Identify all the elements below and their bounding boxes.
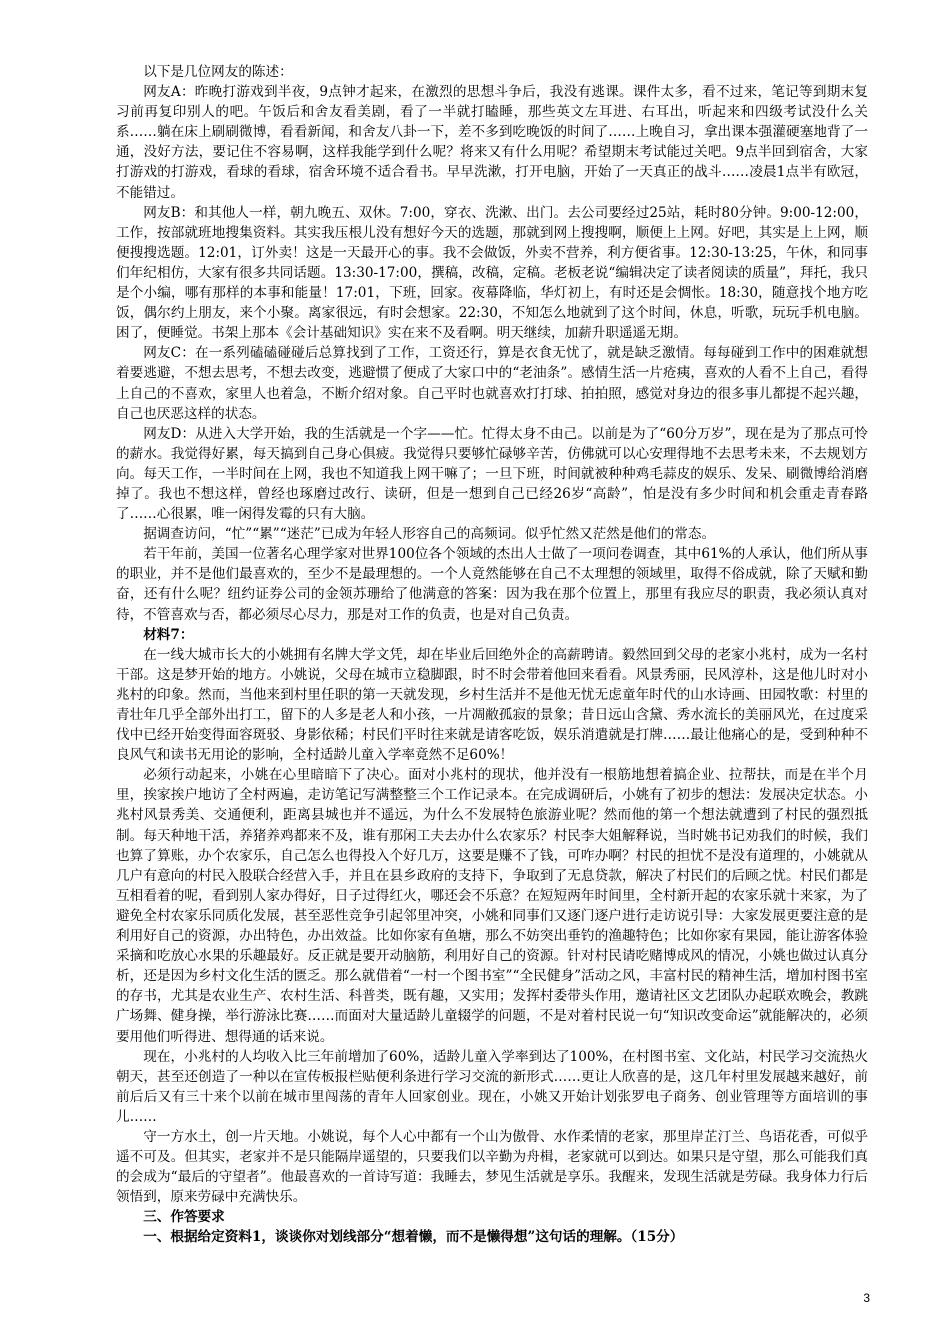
psychologist-paragraph: 若干年前，美国一位著名心理学家对世界100位各个领域的杰出人士做了一项问卷调查，其中61%的人承认，他们所从事的职业，并不是他们最喜欢的，至少不是最理想的。一个人竟然能够在自己不太理想的领域里，取得不俗成就，除了天赋和勤奋，还有什么呢？纽约证券公司的金领苏珊给了他满意的答案：因为我在那个位置上，那里有我应尽的职责，我必须认真对待，不管喜欢与否，都必须尽心尽力，那是对工作的负责，也是对自己负责。: [116, 546, 868, 623]
material-7-paragraph-3: 现在，小兆村的人均收入比三年前增加了60%，适龄儿童入学率到达了100%，在村图书室、文化站，村民学习交流热火朝天，甚至还创造了一种以在宣传板报栏贴便利条进行学习交流的新形式……更让人欣喜的是，这几年村里发展越来越好，前前后后又有三十来个以前在城市里闯荡的青年人回家创业。现在，小姚又开始计划张罗电子商务、创业管理等方面培训的事儿……: [116, 1048, 868, 1125]
netizen-b-paragraph: 网友B：和其他人一样，朝九晚五、双休。7:00，穿衣、洗漱、出门。去公司要经过25站，耗时80分钟。9:00-12:00，工作，按部就班地搜集资料。其实我压根儿没有想好今天的选题，那就到网上搜搜啊，顺便上上网。好吧，其实是上上网，顺便搜搜选题。12:01，订外卖！这是一天最开心的事。我不会做饭，外卖不营养，利方便省事。12:30-13:25，午休，和同事们年纪相仿，大家有很多共同话题。13:30-17:00，撰稿，改稿，定稿。老板老说“编辑决定了读者阅读的质量”，拜托，我只是个小编，哪有那样的本事和能量！17:01，下班，回家。夜幕降临，华灯初上，有时还是会惆怅。18:30，随意找个地方吃饭，偶尔约上朋友，来个小聚。离家很远，有时会想家。22:30，不知怎么地就到了这个时间，休息，听歌，玩玩手机电脑。困了，便睡觉。书架上那本《会计基础知识》实在来不及看啊。明天继续，加薪升职遥遥无期。: [116, 204, 868, 342]
survey-paragraph: 据调查访问，“忙”“累”“迷茫”已成为年轻人形容自己的高频词。似乎忙然又茫然是他们的常态。: [143, 526, 716, 543]
material-7-paragraph-1: 在一线大城市长大的小姚拥有名牌大学文凭，却在毕业后回绝外企的高薪聘请。毅然回到父母的老家小兆村，成为一名村干部。这是梦开始的地方。小姚说，父母在城市立稳脚跟，时不时会带着他回来看看。风景秀丽，民风淳朴，这是他儿时对小兆村的印象。然而，当他来到村里任职的第一天就发现，乡村生活并不是他无忧无虑童年时代的山水诗画、田园牧歌：村里的青壮年几乎全部外出打工，留下的人多是老人和小孩，一片凋敝孤寂的景象；昔日远山含黛、秀水流长的美丽风光，在过度采伐中已经开始变得面容斑驳、身影依稀；村民们平时往来就是请客吃饭，娱乐消遣就是打牌……最让他痛心的是，受到种种不良风气和读书无用论的影响，全村适龄儿童入学率竟然不足60%！: [116, 646, 868, 764]
material-7-paragraph-4: 守一方水土，创一片天地。小姚说，每个人心中都有一个山为傲骨、水作柔情的老家，那里岸芷汀兰、鸟语花香，可似乎遥不可及。但其实，老家并不是只能隔岸遥望的，只要我们以辛勤为舟楫，老家就可以到达。如果只是守望，那么可能我们真的会成为“最后的守望者”。他最喜欢的一首诗写道：我睡去，梦见生活就是享乐。我醒来，发现生活就是劳碌。我身体力行后领悟到，原来劳碌中充满快乐。: [116, 1128, 868, 1206]
netizen-c-paragraph: 网友C：在一系列磕磕碰碰后总算找到了工作，工资还行，算是衣食无忧了，就是缺乏激情。每每碰到工作中的困难就想着要逃避，不想去思考，不想去改变，逃避惯了便成了大家口中的“老油条”。感情生活一片疮痍，喜欢的人看不上自己，看得上自己的不喜欢，家里人也着急，不断介绍对象。自己平时也就喜欢打打球、拍拍照，感觉对身边的很多事儿都提不起兴趣，自己也厌恶这样的状态。: [116, 345, 868, 422]
netizen-d-paragraph: 网友D：从进入大学开始，我的生活就是一个字——忙。忙得太身不由己。以前是为了“60分万岁”，现在是为了那点可怜的薪水。我觉得好累，每天搞到自己身心俱疲。我觉得只要够忙碌够辛苦，仿佛就可以心安理得地不去思考未来，不去规划方向。每天工作，一半时间在上网，我也不知道我上网干嘛了；一旦下班，时间就被种种鸡毛蒜皮的娱乐、发呆、刷微博给消磨掉了。我也不想这样，曾经也琢磨过改行、读研，但是一想到自己已经26岁“高龄”，怕是没有多少时间和机会重走青春路了……心很累，唯一闲得发霉的只有大脑。: [116, 425, 868, 523]
answer-requirements-heading: 三、作答要求: [143, 1209, 225, 1226]
material-7-heading: 材料7：: [143, 626, 194, 643]
material-7-paragraph-2: 必须行动起来，小姚在心里暗暗下了决心。面对小兆村的现状，他并没有一根筋地想着搞企业、拉帮扶，而是在半个月里，挨家挨户地访了全村两遍，走访笔记写满整整三个工作记录本。在完成调研后，小姚有了初步的想法：发展决定状态。小兆村风景秀美、交通便利，距离县城也并不遥远，为什么不发展特色旅游业呢？然而他的第一个想法就遭到了村民的强烈抵制。每天种地干活，养猪养鸡都来不及，谁有那闲工夫去办什么农家乐？村民李大姐解释说，当时姚书记劝我们的时候，我们也算了算账，办个农家乐，自己怎么也得投入个好几万，这要是赚不了钱，可咋办啊？村民的担忧不是没有道理的，小姚就从几户有意向的村民入股联合经营入手，并且在县乡政府的支持下，争取到了无息贷款，解决了村民们的后顾之忧。村民们都是互相看着的呢，看到别人家办得好，日子过得红火，哪还会不乐意？在短短两年时间里，全村新开起的农家乐就十来家，为了避免全村农家乐同质化发展，甚至恶性竞争引起邻里冲突，小姚和同事们又逐门逐户进行走访说引导：大家发展更要注意的是利用好自己的资源，办出特色，办出效益。比如你家有鱼塘，那么不妨突出垂钓的渔趣特色；比如你家有果园，能让游客体验采摘和吃放心水果的乐趣最好。反正就是要开动脑筋，利用好自己的资源。针对村民请吃赌博成风的情况，小姚也做过认真分析，还是因为乡村文化生活的匮乏。那么就借着“一村一个图书室”“全民健身”活动之风，丰富村民的精神生活，增加村图书室的存书，尤其是农业生产、农村生活、科普类，既有趣，又实用；发挥村委带头作用，邀请社区文艺团队办起联欢晚会，教跳广场舞、健身操，举行游泳比赛……而面对大量适龄儿童辍学的问题，不是对着村民说一句“知识改变命运”就能解决的，必须要用他们听得进、想得通的话来说。: [116, 767, 868, 1045]
netizen-a-paragraph: 网友A：昨晚打游戏到半夜，9点钟才起来，在激烈的思想斗争后，我没有逃课。课件太多，看不过来，笔记等到期末复习前再复印别人的吧。午饭后和舍友看美剧，看了一半就打瞌睡，那些英文左耳进、右耳出，听起来和四级考试没什么关系……躺在床上刷刷微博，看看新闻，和舍友八卦一下，差不多到吃晚饭的时间了……上晚自习，拿出课本强灌硬塞地背了一通，没好方法，要记住不容易啊，这样我能学到什么呢？将来又有什么用呢？希望期末考试能过关吧。9点半回到宿舍，大家打游戏的打游戏，看球的看球，宿舍环境不适合看书。早早洗漱，打开电脑，开始了一天真正的战斗……凌晨1点半有欧冠，不能错过。: [116, 84, 868, 201]
document-body: [116, 62, 868, 1248]
intro-paragraph: 以下是几位网友的陈述：: [143, 64, 293, 80]
question-1: 一、根据给定资料1，谈谈你对划线部分“想着懒，而不是懒得想”这句话的理解。（15分）: [143, 1229, 684, 1246]
page-number: 3: [863, 1291, 870, 1305]
